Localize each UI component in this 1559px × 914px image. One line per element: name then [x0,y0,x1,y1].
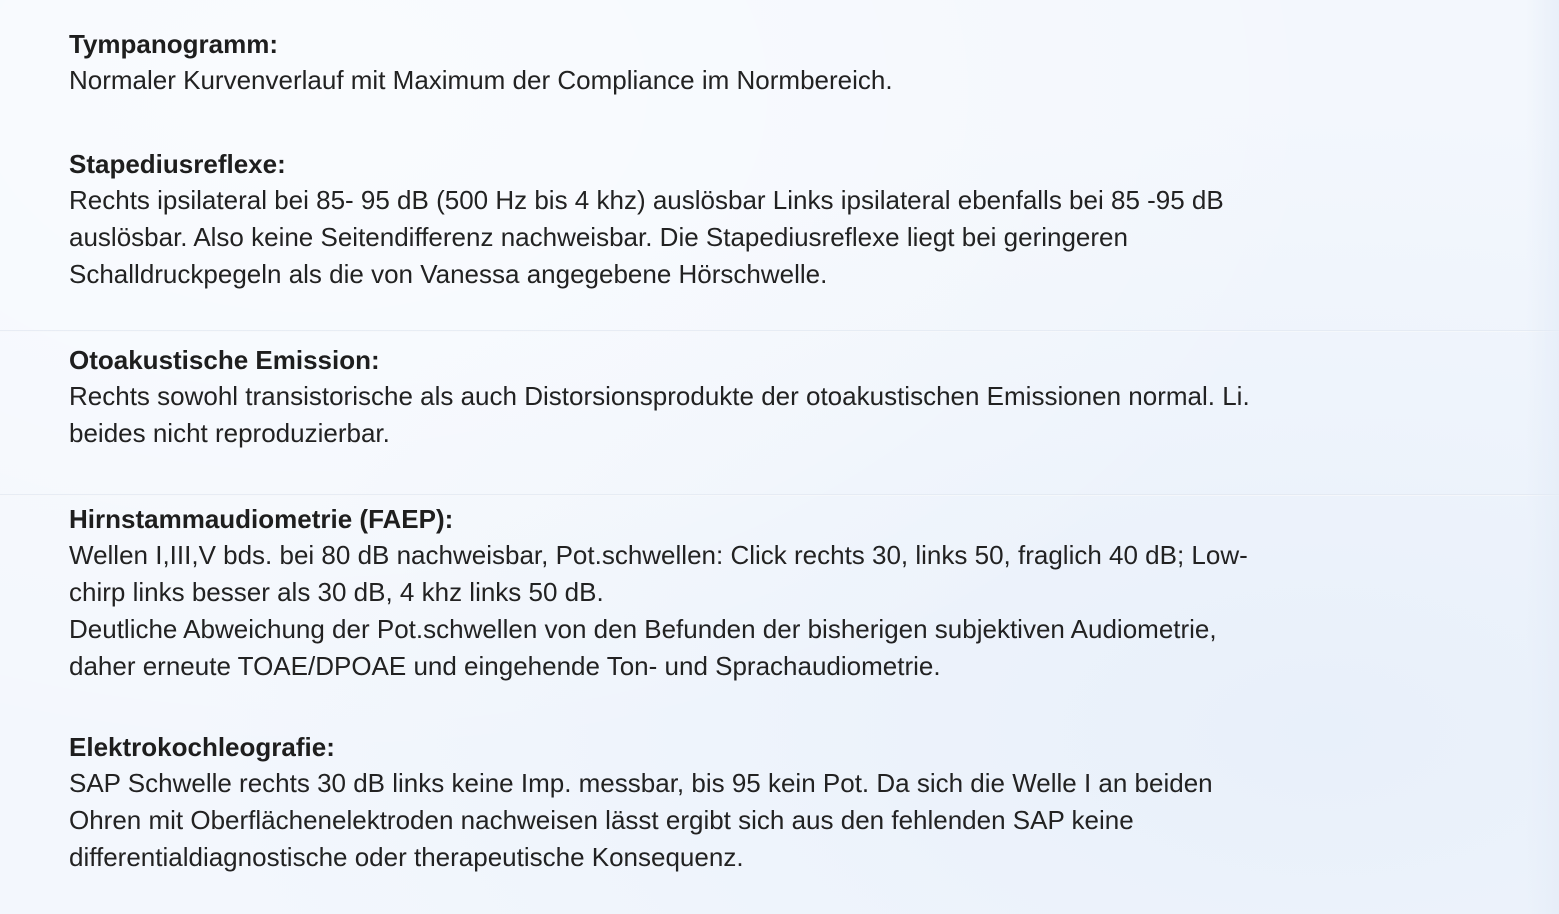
body-text-line: Normaler Kurvenverlauf mit Maximum der Compliance im Normbereich. [69,65,893,95]
body-text-line: beides nicht reproduzierbar. [69,418,390,448]
paper-edge-shadow [1526,0,1559,914]
section-stapediusreflexe [69,146,1509,293]
paper-fold-line [0,330,1559,332]
paper-fold-line [0,494,1559,496]
body-text-line: auslösbar. Also keine Seitendifferenz nachweisbar. Die Stapediusreflexe liegt bei geringeren [69,222,1128,252]
section-elektrokochleografie [69,729,1509,876]
section-heading: Tympanogramm: [69,29,278,59]
body-text-line: Rechts ipsilateral bei 85- 95 dB (500 Hz bis 4 khz) auslösbar Links ipsilateral ebenfalls bei 85 -95 dB [69,185,1224,215]
section-heading: Elektrokochleografie: [69,732,335,762]
body-text-line: Schalldruckpegeln als die von Vanessa angegebene Hörschwelle. [69,259,828,289]
body-text-line: daher erneute TOAE/DPOAE und eingehende Ton- und Sprachaudiometrie. [69,651,941,681]
section-tympanogramm [69,26,1509,99]
section-otoakustische-emission [69,342,1509,452]
section-heading: Hirnstammaudiometrie (FAEP): [69,504,454,534]
body-text-line: Deutliche Abweichung der Pot.schwellen von den Befunden der bisherigen subjektiven Audiometrie, [69,614,1217,644]
section-heading: Otoakustische Emission: [69,345,380,375]
body-text-line: differentialdiagnostische oder therapeutische Konsequenz. [69,842,744,872]
section-hirnstammaudiometrie [69,501,1509,685]
body-text-line: Wellen I,III,V bds. bei 80 dB nachweisbar, Pot.schwellen: Click rechts 30, links 50, fraglich 40 dB; Low- [69,540,1248,570]
section-heading: Stapediusreflexe: [69,149,286,179]
body-text-line: Rechts sowohl transistorische als auch Distorsionsprodukte der otoakustischen Emissionen normal. Li. [69,381,1250,411]
body-text-line: chirp links besser als 30 dB, 4 khz links 50 dB. [69,577,604,607]
body-text-line: Ohren mit Oberflächenelektroden nachweisen lässt ergibt sich aus den fehlenden SAP keine [69,805,1134,835]
body-text-line: SAP Schwelle rechts 30 dB links keine Imp. messbar, bis 95 kein Pot. Da sich die Welle I an beiden [69,768,1213,798]
